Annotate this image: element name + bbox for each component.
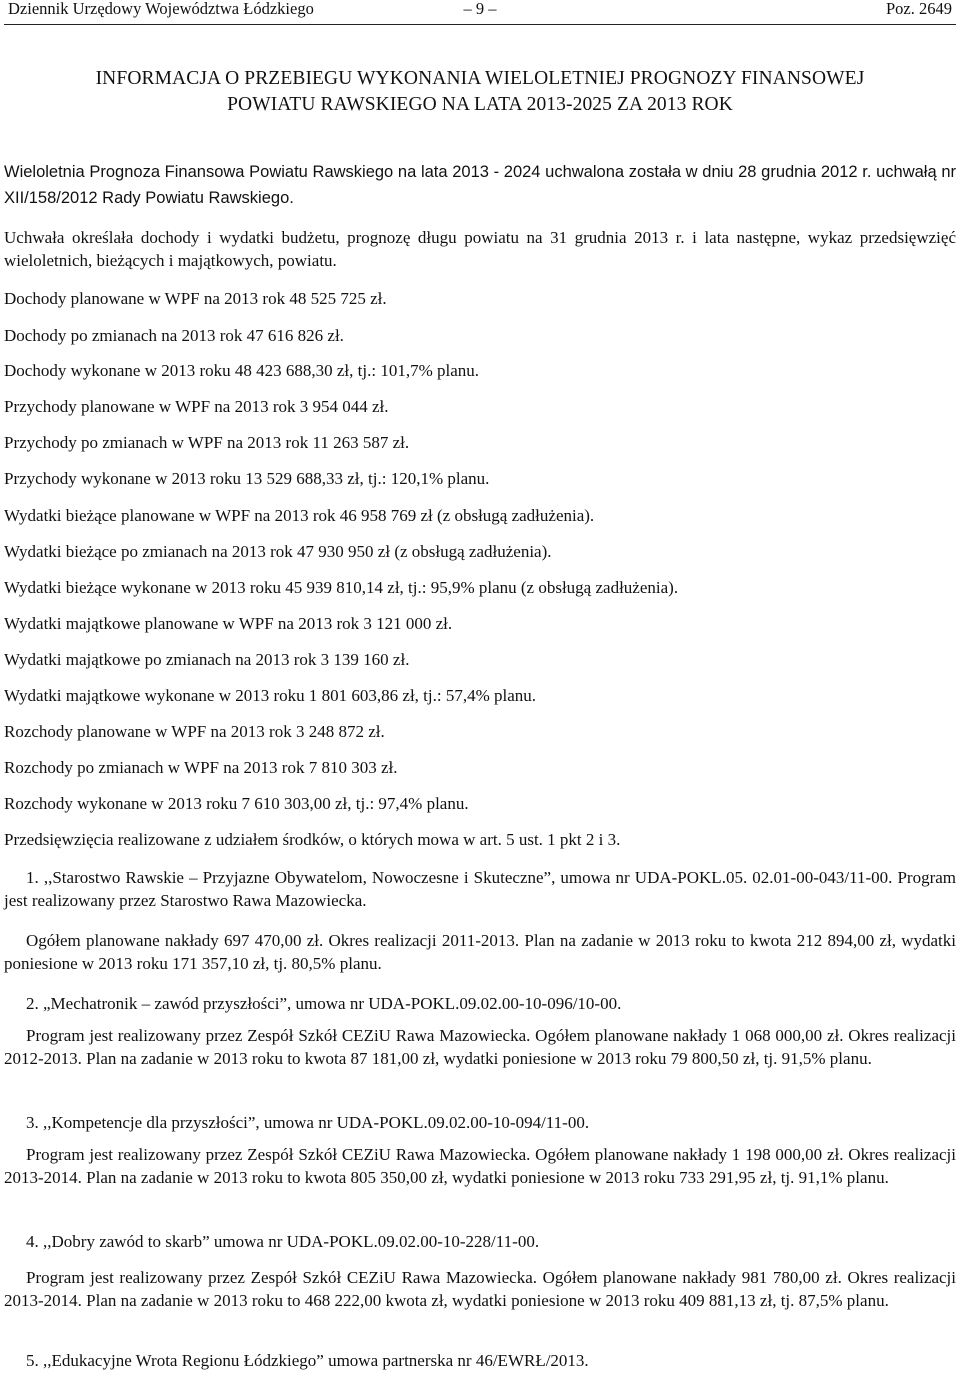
financial-line-13: Rozchody planowane w WPF na 2013 rok 3 248 872 zł. [4,722,385,741]
running-header [4,0,956,25]
project-5-heading: 5. ,,Edukacyjne Wrota Regionu Łódzkiego” umowa partnerska nr 46/EWRŁ/2013. [26,1351,589,1370]
project-4-body: Program jest realizowany przez Zespół Szkół CEZiU Rawa Mazowiecka. Ogółem planowane nakłady 981 780,00 zł. Okres realizacji 2013-2014. Plan na zadanie w 2013 roku to 468 222,00 kwota zł, wydatki poniesione w 2013 roku 409 881,13 zł, tj. 87,5% planu. [4,1268,956,1310]
financial-line-8: Wydatki bieżące po zmianach na 2013 rok 47 930 950 zł (z obsługą zadłużenia). [4,542,552,561]
project-1-body: Ogółem planowane nakłady 697 470,00 zł. Okres realizacji 2011-2013. Plan na zadanie w 2013 roku to kwota 212 894,00 zł, wydatki poniesione w 2013 roku 171 357,10 zł, tj. 80,5% planu. [4,931,956,973]
financial-line-7: Wydatki bieżące planowane w WPF na 2013 rok 46 958 769 zł (z obsługą zadłużenia). [4,506,595,525]
financial-line-14: Rozchody po zmianach w WPF na 2013 rok 7 810 303 zł. [4,758,398,777]
financial-line-3: Dochody wykonane w 2013 roku 48 423 688,30 zł, tj.: 101,7% planu. [4,361,479,380]
resolution-paragraph: Uchwała określała dochody i wydatki budżetu, prognozę długu powiatu na 31 grudnia 2013 r. i lata następne, wykaz przedsięwzięć wieloletnich, bieżących i majątkowych, powiatu. [4,228,956,270]
project-3-body: Program jest realizowany przez Zespół Szkół CEZiU Rawa Mazowiecka. Ogółem planowane nakłady 1 198 000,00 zł. Okres realizacji 2013-2014. Plan na zadanie w 2013 roku to kwota 805 350,00 zł, wydatki poniesione w 2013 roku 733 291,95 zł, tj. 91,1% planu. [4,1145,956,1187]
financial-line-16: Przedsięwzięcia realizowane z udziałem środków, o których mowa w art. 5 ust. 1 pkt 2 i 3. [4,830,621,849]
financial-line-4: Przychody planowane w WPF na 2013 rok 3 954 044 zł. [4,397,389,416]
project-2-heading: 2. „Mechatronik – zawód przyszłości”, umowa nr UDA-POKL.09.02.00-10-096/10-00. [26,994,622,1013]
intro-paragraph: Wieloletnia Prognoza Finansowa Powiatu Rawskiego na lata 2013 - 2024 uchwalona została w dniu 28 grudnia 2012 r. uchwałą nr XII/158/2012 Rady Powiatu Rawskiego. [4,163,956,207]
project-3-heading: 3. ,,Kompetencje dla przyszłości”, umowa nr UDA-POKL.09.02.00-10-094/11-00. [26,1113,590,1132]
title-line-1: INFORMACJA O PRZEBIEGU WYKONANIA WIELOLETNIEJ PROGNOZY FINANSOWEJ [95,68,865,89]
financial-line-15: Rozchody wykonane w 2013 roku 7 610 303,00 zł, tj.: 97,4% planu. [4,794,469,813]
position-number: Poz. 2649 [886,0,952,18]
page-number: – 9 – [463,0,497,18]
financial-line-12: Wydatki majątkowe wykonane w 2013 roku 1 801 603,86 zł, tj.: 57,4% planu. [4,686,537,705]
title-line-2: POWIATU RAWSKIEGO NA LATA 2013-2025 ZA 2013 ROK [227,94,733,115]
journal-name: Dziennik Urzędowy Województwa Łódzkiego [8,0,314,18]
financial-line-6: Przychody wykonane w 2013 roku 13 529 688,33 zł, tj.: 120,1% planu. [4,469,490,488]
document-title [4,66,956,118]
financial-line-5: Przychody po zmianach w WPF na 2013 rok 11 263 587 zł. [4,433,410,452]
financial-line-11: Wydatki majątkowe po zmianach na 2013 rok 3 139 160 zł. [4,650,410,669]
project-4-heading: 4. ,,Dobry zawód to skarb” umowa nr UDA-POKL.09.02.00-10-228/11-00. [26,1232,540,1251]
financial-line-1: Dochody planowane w WPF na 2013 rok 48 525 725 zł. [4,289,387,308]
project-2-body: Program jest realizowany przez Zespół Szkół CEZiU Rawa Mazowiecka. Ogółem planowane nakłady 1 068 000,00 zł. Okres realizacji 2012-2013. Plan na zadanie w 2013 roku to kwota 87 181,00 zł, wydatki poniesione w 2013 roku 79 800,50 zł, tj. 91,5% planu. [4,1026,956,1068]
project-1-heading: 1. ,,Starostwo Rawskie – Przyjazne Obywatelom, Nowoczesne i Skuteczne”, umowa nr UDA-POKL.05. 02.01-00-043/11-00. Program jest realizowany przez Starostwo Rawa Mazowiecka. [4,868,956,910]
financial-line-2: Dochody po zmianach na 2013 rok 47 616 826 zł. [4,326,344,345]
financial-line-10: Wydatki majątkowe planowane w WPF na 2013 rok 3 121 000 zł. [4,614,453,633]
financial-line-9: Wydatki bieżące wykonane w 2013 roku 45 939 810,14 zł, tj.: 95,9% planu (z obsługą zadłużenia). [4,578,679,597]
